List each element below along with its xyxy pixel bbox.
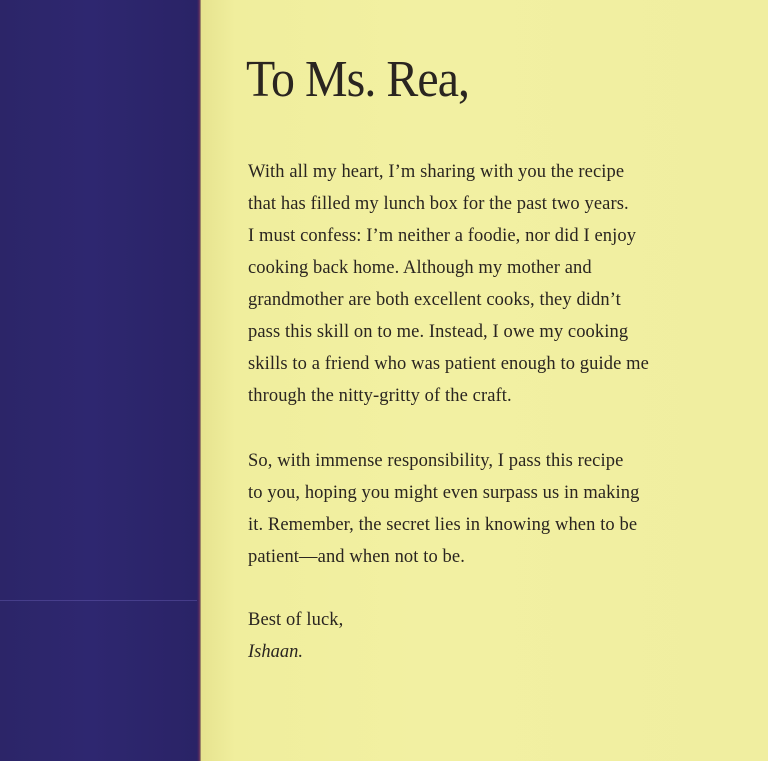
- paragraph-line: through the nitty-gritty of the craft.: [248, 386, 512, 406]
- paragraph-line: cooking back home. Although my mother and: [248, 258, 592, 278]
- paragraph-line: I must confess: I’m neither a foodie, nor did I enjoy: [248, 226, 637, 246]
- paragraph-line: skills to a friend who was patient enough to guide me: [248, 354, 649, 374]
- paragraph-line: With all my heart, I’m sharing with you the recipe: [248, 162, 625, 182]
- paragraph-line: So, with immense responsibility, I pass this recipe: [248, 451, 624, 471]
- letter-closing: Best of luck,: [248, 610, 344, 630]
- paragraph-line: patient—and when not to be.: [248, 547, 465, 567]
- paragraph-line: that has filled my lunch box for the past two years.: [248, 194, 629, 214]
- paragraph-line: to you, hoping you might even surpass us in making: [248, 483, 640, 503]
- letter-signature: Ishaan.: [248, 642, 303, 662]
- letter-paragraph-1: [248, 156, 649, 412]
- paragraph-line: it. Remember, the secret lies in knowing when to be: [248, 515, 638, 535]
- letter-paragraph-2: [248, 445, 639, 573]
- paragraph-line: pass this skill on to me. Instead, I owe my cooking: [248, 322, 629, 342]
- letter-page: [201, 0, 768, 761]
- letter-salutation: To Ms. Rea,: [246, 51, 470, 108]
- cover-seam: [0, 600, 200, 601]
- book-cover-panel: [0, 0, 200, 761]
- paragraph-line: grandmother are both excellent cooks, they didn’t: [248, 290, 621, 310]
